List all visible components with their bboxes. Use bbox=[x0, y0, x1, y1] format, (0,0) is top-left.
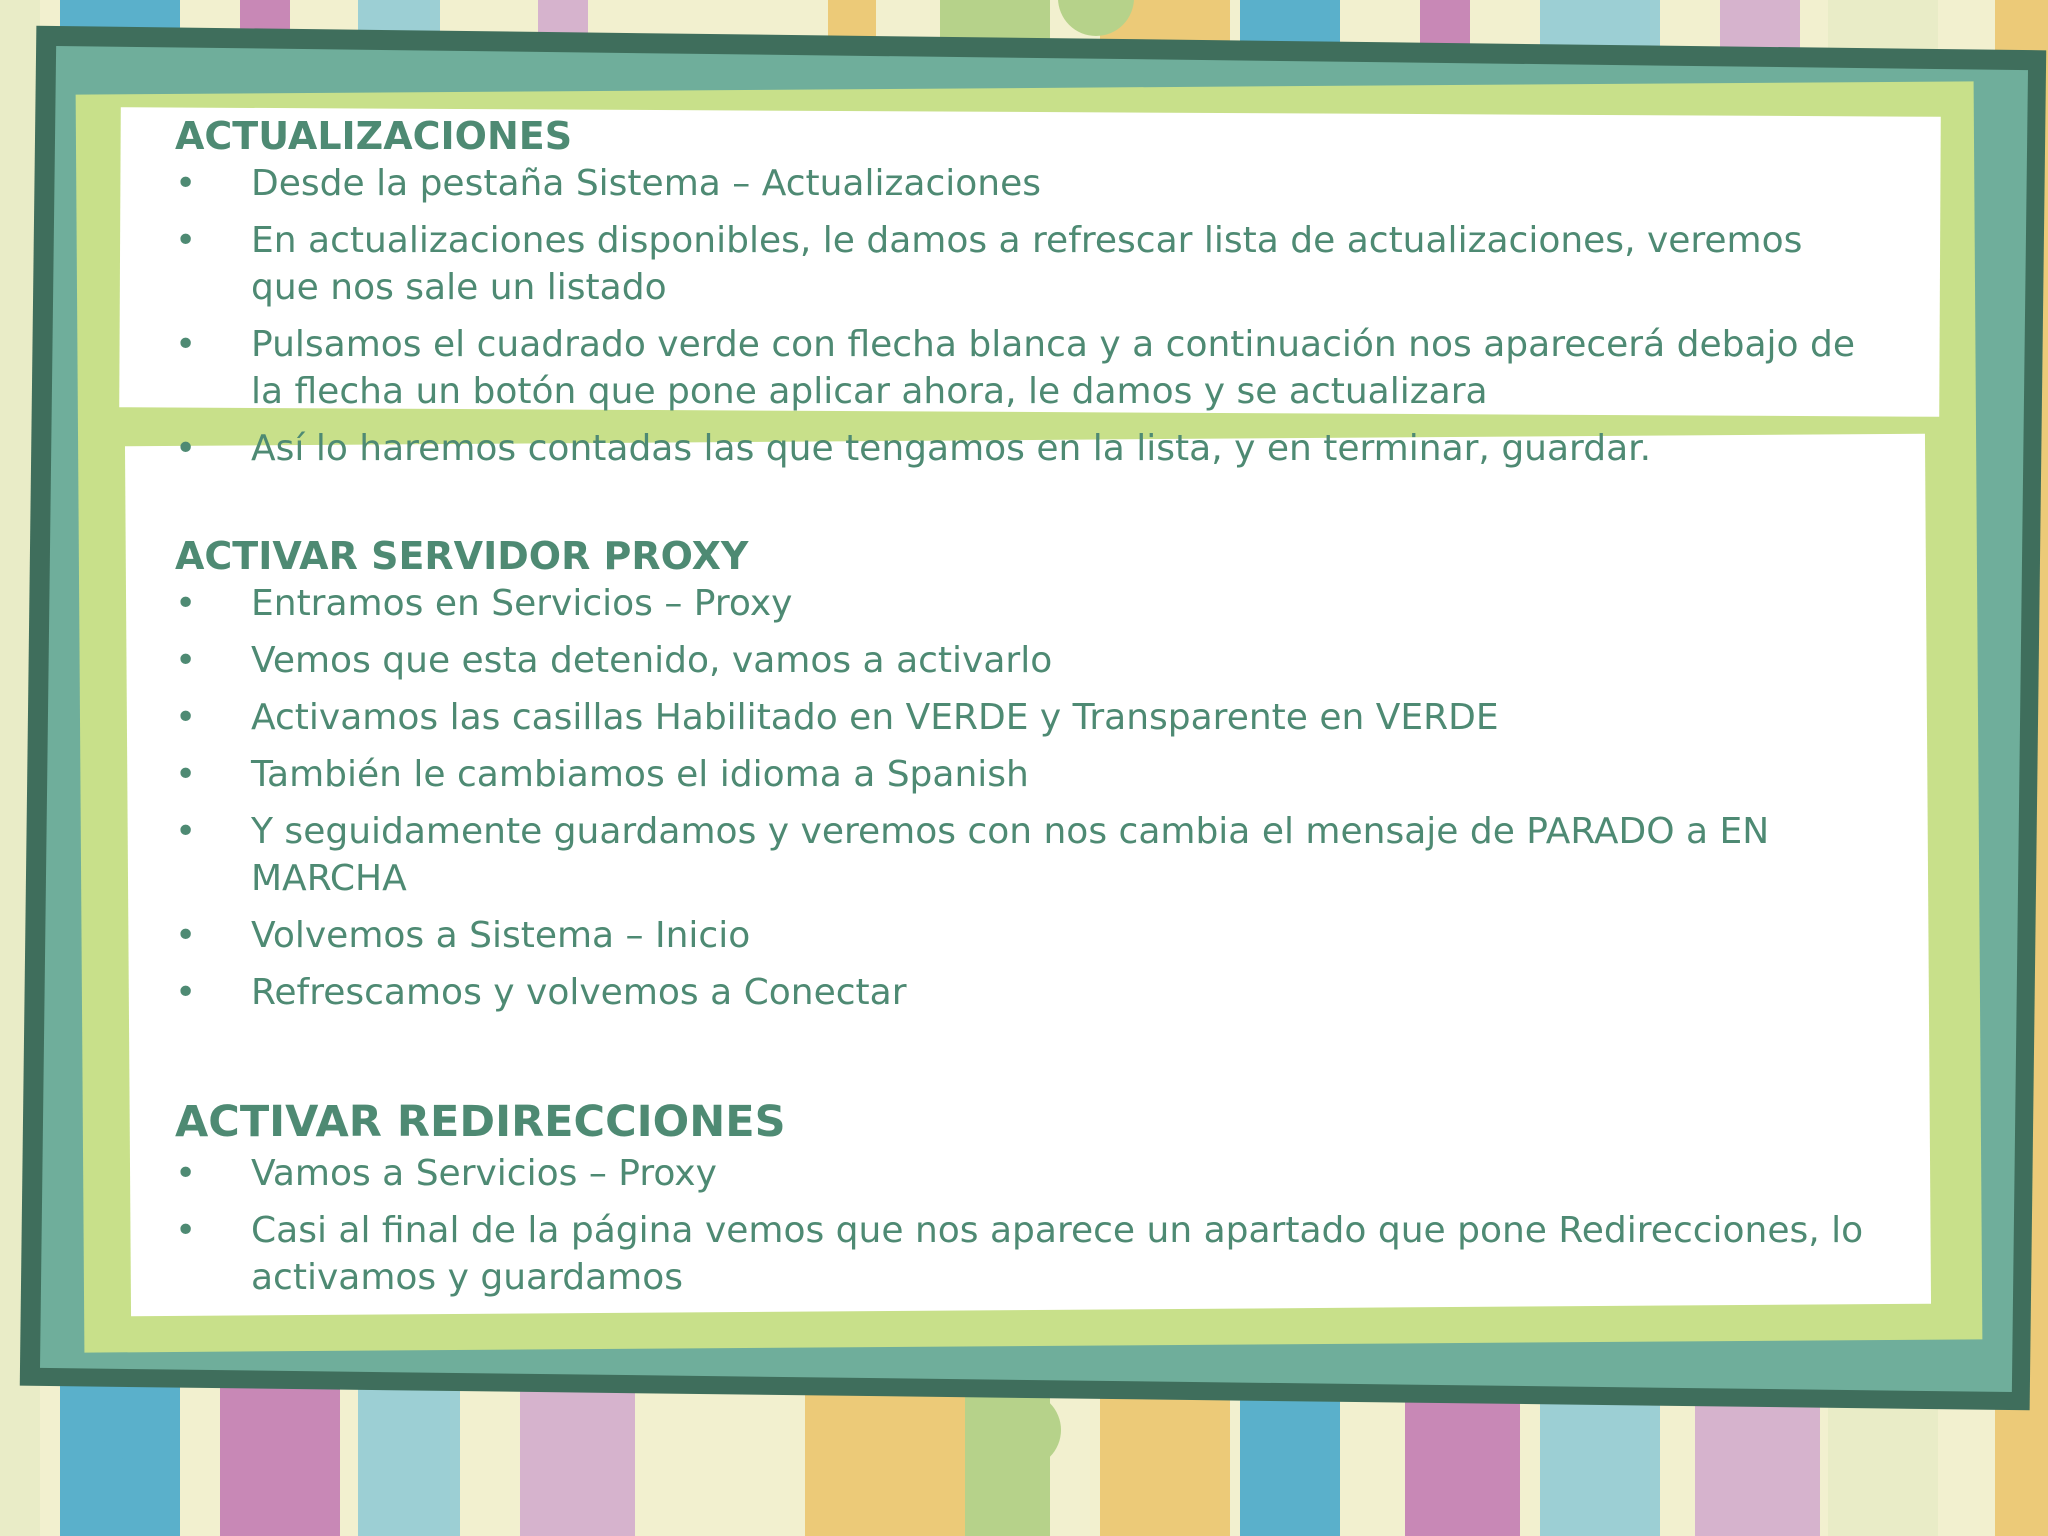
bullet-icon: • bbox=[175, 811, 197, 852]
stripe-knob bbox=[1862, 1400, 1938, 1476]
bullet-icon: • bbox=[175, 972, 197, 1013]
bullet-icon: • bbox=[175, 697, 197, 738]
bullet-icon: • bbox=[175, 428, 197, 469]
list-item-text: Volvemos a Sistema – Inicio bbox=[251, 915, 751, 956]
list-item-text: Activamos las casillas Habilitado en VERDE y Transparente en VERDE bbox=[251, 697, 1499, 738]
list-item bbox=[175, 321, 1875, 415]
list-item bbox=[175, 425, 1875, 472]
list-item-text: También le cambiamos el idioma a Spanish bbox=[251, 754, 1029, 795]
list-item bbox=[175, 969, 1875, 1016]
bullet-icon: • bbox=[175, 640, 197, 681]
stripe bbox=[1258, 1380, 1300, 1536]
list-item bbox=[175, 637, 1875, 684]
section-activar-servidor-proxy bbox=[175, 532, 1875, 1016]
list-item bbox=[175, 1207, 1875, 1301]
bullet-list bbox=[175, 160, 1875, 472]
stripe bbox=[520, 1380, 635, 1536]
bullet-icon: • bbox=[175, 583, 197, 624]
list-item bbox=[175, 217, 1875, 311]
section-spacer bbox=[175, 1026, 1875, 1094]
list-item-text: Refrescamos y volvemos a Conectar bbox=[251, 972, 907, 1013]
slide-content bbox=[175, 112, 1875, 1311]
list-item bbox=[175, 160, 1875, 207]
section-title: ACTIVAR REDIRECCIONES bbox=[175, 1097, 786, 1147]
list-item bbox=[175, 694, 1875, 741]
stripe bbox=[220, 1380, 340, 1536]
list-item bbox=[175, 912, 1875, 959]
list-item bbox=[175, 808, 1875, 902]
list-item bbox=[175, 751, 1875, 798]
bullet-list bbox=[175, 1150, 1875, 1301]
bullet-icon: • bbox=[175, 220, 197, 261]
stripe bbox=[805, 1380, 965, 1536]
list-item-text: Desde la pestaña Sistema – Actualizaciones bbox=[251, 163, 1041, 204]
list-item-text: Vemos que esta detenido, vamos a activarlo bbox=[251, 640, 1053, 681]
section-spacer bbox=[175, 482, 1875, 532]
stripe-knob bbox=[100, 1386, 176, 1462]
section-title: ACTUALIZACIONES bbox=[175, 114, 573, 158]
section-activar-redirecciones bbox=[175, 1094, 1875, 1301]
list-item-text: Vamos a Servicios – Proxy bbox=[251, 1153, 717, 1194]
bullet-list bbox=[175, 580, 1875, 1016]
bullet-icon: • bbox=[175, 324, 197, 365]
section-title: ACTIVAR SERVIDOR PROXY bbox=[175, 534, 749, 578]
bullet-icon: • bbox=[175, 1210, 197, 1251]
section-actualizaciones bbox=[175, 112, 1875, 472]
list-item-text: Y seguidamente guardamos y veremos con nos cambia el mensaje de PARADO a EN MARCHA bbox=[251, 811, 1770, 899]
list-item bbox=[175, 1150, 1875, 1197]
list-item-text: En actualizaciones disponibles, le damos a refrescar lista de actualizaciones, veremos que nos sale un listado bbox=[251, 220, 1803, 308]
bullet-icon: • bbox=[175, 754, 197, 795]
list-item bbox=[175, 580, 1875, 627]
bullet-icon: • bbox=[175, 915, 197, 956]
stripe bbox=[405, 1380, 460, 1536]
list-item-text: Pulsamos el cuadrado verde con flecha blanca y a continuación nos aparecerá debajo de la flecha un botón que pone aplicar ahora, le damos y se actualizara bbox=[251, 324, 1855, 412]
bullet-icon: • bbox=[175, 163, 197, 204]
bullet-icon: • bbox=[175, 1153, 197, 1194]
list-item-text: Así lo haremos contadas las que tengamos en la lista, y en terminar, guardar. bbox=[251, 428, 1652, 469]
list-item-text: Entramos en Servicios – Proxy bbox=[251, 583, 793, 624]
stripe-knob bbox=[985, 1392, 1061, 1468]
list-item-text: Casi al final de la página vemos que nos aparece un apartado que pone Redirecciones, lo activamos y guardamos bbox=[251, 1210, 1864, 1298]
